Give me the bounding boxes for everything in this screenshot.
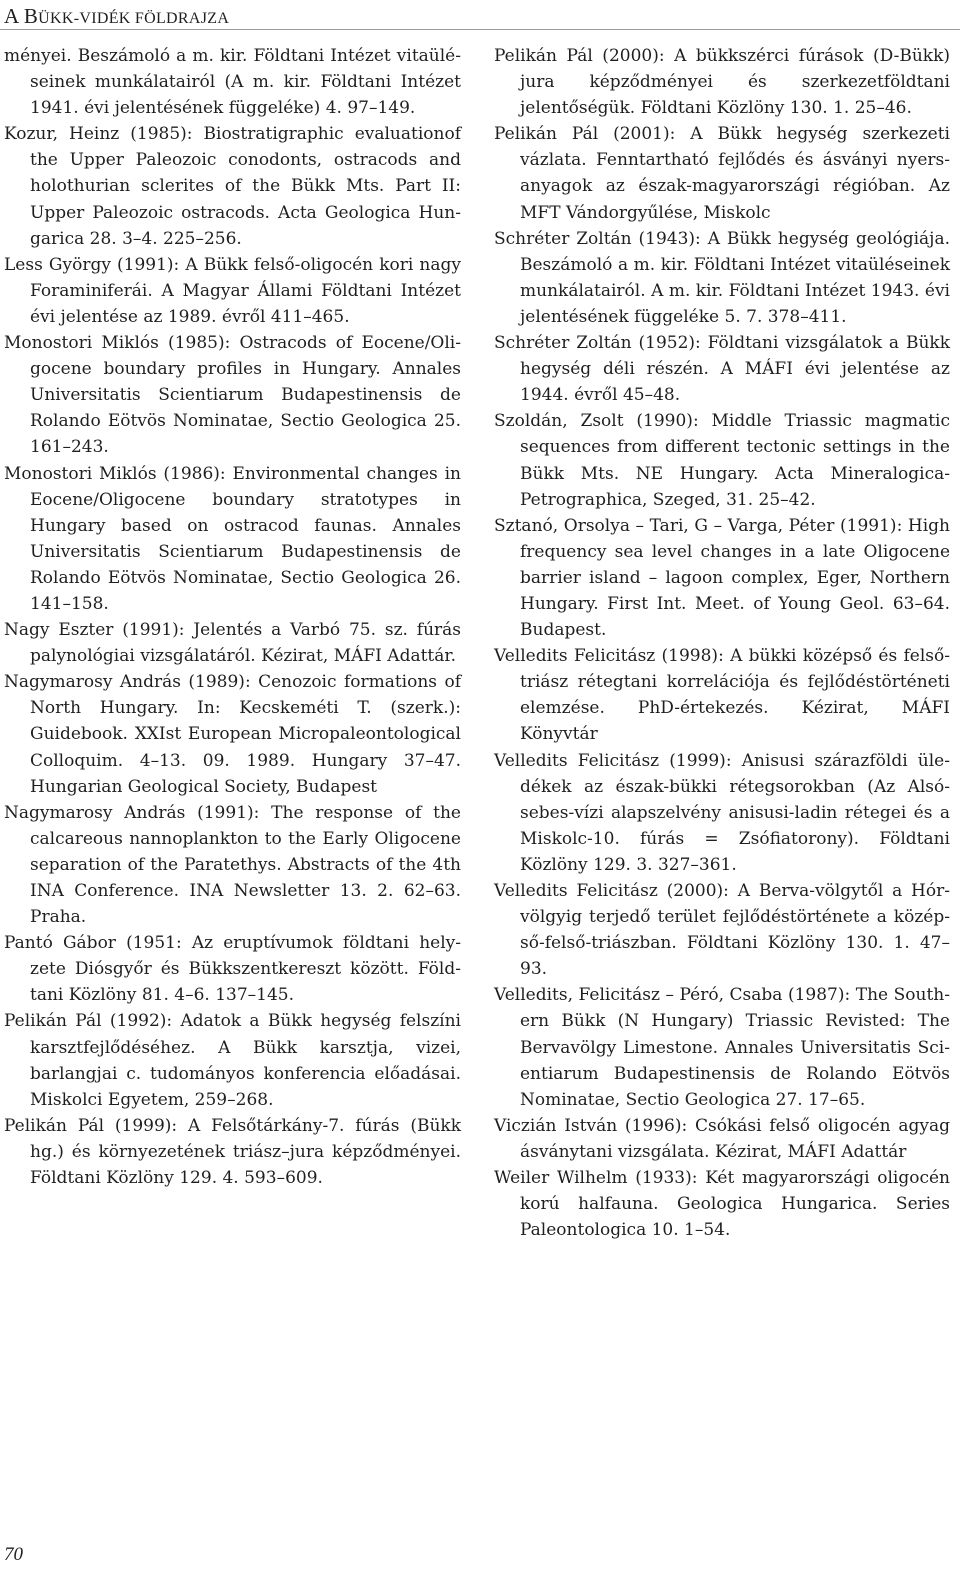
- reference-entry: Velledits, Felicitász – Péró, Csaba (1987): The Southern Bükk (N Hungary) Triassic Revisted: The Bervavölgy Limestone. Annales Universitatis Scientiarum Budapestinensis de Rolando Eötvös Nominatae, Sectio Geologica 27. 17–65.: [494, 985, 950, 1110]
- reference-entry: Sztanó, Orsolya – Tari, G – Varga, Péter (1991): High frequency sea level changes in a late Oligocene barrier island – lagoon complex, Eger, Northern Hungary. First Int. Meet. of Young Geol. 63–64. Budapest.: [494, 515, 950, 641]
- reference-entry: Szoldán, Zsolt (1990): Middle Triassic magmatic sequences from different tectonic settings in the Bükk Mts. NE Hungary. Acta Mineralogica-Petrographica, Szeged, 31. 25–42.: [494, 411, 950, 510]
- reference-entry: Schréter Zoltán (1952): Földtani vizsgálatok a Bükk hegység déli részén. A MÁFI évi jelentése az 1944. évről 45–48.: [494, 333, 950, 406]
- running-head: [4, 4, 229, 29]
- reference-entry: ményei. Beszámoló a m. kir. Földtani Intézet vitaüléseinek munkálatairól (A m. kir. Földtani Intézet 1941. évi jelentésének függeléke) 4. 97–149.: [4, 46, 461, 119]
- reference-entry: Pelikán Pál (2001): A Bükk hegység szerkezeti vázlata. Fenntartható fejlődés és ásványi nyersanyagok az észak-magyarországi régióban. Az MFT Vándorgyűlése, Miskolc: [494, 124, 950, 223]
- reference-entry: Velledits Felicitász (1999): Anisusi szárazföldi üledékek az észak-bükki rétegsorokban (Az Alsósebes-vízi alapszelvény anisusi-ladin rétegei és a Miskolc-10. fúrás = Zsófiatorony). Földtani Közlöny 129. 3. 327–361.: [494, 750, 950, 875]
- running-head-initial: A: [4, 4, 24, 28]
- reference-entry: Nagy Eszter (1991): Jelentés a Varbó 75. sz. fúrás palynológiai vizsgálatáról. Kézirat, MÁFI Adattár.: [4, 620, 461, 667]
- reference-entry: Pelikán Pál (2000): A bükkszérci fúrások (D-Bükk) jura képződményei és szerkezetföldtani jelentőségük. Földtani Közlöny 130. 1. 25–46.: [494, 46, 950, 119]
- reference-entry: Nagymarosy András (1989): Cenozoic formations of North Hungary. In: Kecskeméti T. (szerk.): Guidebook. XXIst European Micropaleontological Colloquim. 4–13. 09. 1989. Hungary 37–47. Hungarian Geological Society, Budapest: [4, 672, 461, 797]
- reference-entry: Pelikán Pál (1999): A Felsőtárkány-7. fúrás (Bükk hg.) és környezetének triász–jura képződményei. Földtani Közlöny 129. 4. 593–609.: [4, 1115, 461, 1189]
- references-left-column: [4, 43, 461, 1191]
- reference-entry: Kozur, Heinz (1985): Biostratigraphic evaluationof the Upper Paleozoic conodonts, ostracods and holothurian sclerites of the Bükk Mts. Part II: Upper Paleozoic ostracods. Acta Geologica Hungarica 28. 3–4. 225–256.: [4, 124, 461, 249]
- reference-entry: Pantó Gábor (1951: Az eruptívumok földtani helyzete Diósgyőr és Bükkszentkereszt között. Földtani Közlöny 81. 4–6. 137–145.: [4, 933, 461, 1006]
- running-head-small-caps: ÜKK-VIDÉK FÖLDRAJZA: [38, 10, 230, 27]
- reference-entry: Less György (1991): A Bükk felső-oligocén kori nagy Foraminiferái. A Magyar Állami Földtani Intézet évi jelentése az 1989. évről 411–465.: [4, 254, 461, 327]
- reference-entry: Velledits Felicitász (2000): A Berva-völgytől a Hórvölgyig terjedő terület fejlődéstörténete a középső-felső-triászban. Földtani Közlöny 130. 1. 47–93.: [494, 881, 950, 980]
- header-rule: [0, 29, 960, 30]
- references-right-column: [494, 43, 950, 1243]
- running-head-first-letter: B: [23, 4, 39, 28]
- reference-entry: Velledits Felicitász (1998): A bükki középső és felső-triász rétegtani korrelációja és fejlődéstörténeti elemzése. PhD-értekezés. Kézirat, MÁFI Könyvtár: [494, 646, 950, 745]
- reference-entry: Viczián István (1996): Csókási felső oligocén agyag ásványtani vizsgálata. Kézirat, MÁFI Adattár: [494, 1115, 950, 1162]
- reference-entry: Nagymarosy András (1991): The response of the calcareous nannoplankton to the Early Oligocene separation of the Paratethys. Abstracts of the 4th INA Conference. INA Newsletter 13. 2. 62–63. Praha.: [4, 802, 461, 928]
- reference-entry: Monostori Miklós (1986): Environmental changes in Eocene/Oligocene boundary stratotypes in Hungary based on ostracod faunas. Annales Universitatis Scientiarum Budapestinensis de Rolando Eötvös Nominatae, Sectio Geologica 26. 141–158.: [4, 463, 461, 614]
- reference-entry: Schréter Zoltán (1943): A Bükk hegység geológiája. Beszámoló a m. kir. Földtani Intézet vitaüléseinek munkálatairól. A m. kir. Földtani Intézet 1943. évi jelentésének függeléke 5. 7. 378–411.: [494, 228, 950, 327]
- reference-entry: Weiler Wilhelm (1933): Két magyarországi oligocén korú halfauna. Geologica Hungarica. Series Paleontologica 10. 1–54.: [494, 1168, 950, 1241]
- page-number: 70: [4, 1544, 23, 1565]
- reference-entry: Pelikán Pál (1992): Adatok a Bükk hegység felszíni karsztfejlődéséhez. A Bükk karsztja, vizei, barlangjai c. tudományos konferencia előadásai. Miskolci Egyetem, 259–268.: [4, 1011, 461, 1110]
- reference-entry: Monostori Miklós (1985): Ostracods of Eocene/Oligocene boundary profiles in Hungary. Annales Universitatis Scientiarum Budapestinensis de Rolando Eötvös Nominatae, Sectio Geologica 25. 161–243.: [4, 333, 461, 458]
